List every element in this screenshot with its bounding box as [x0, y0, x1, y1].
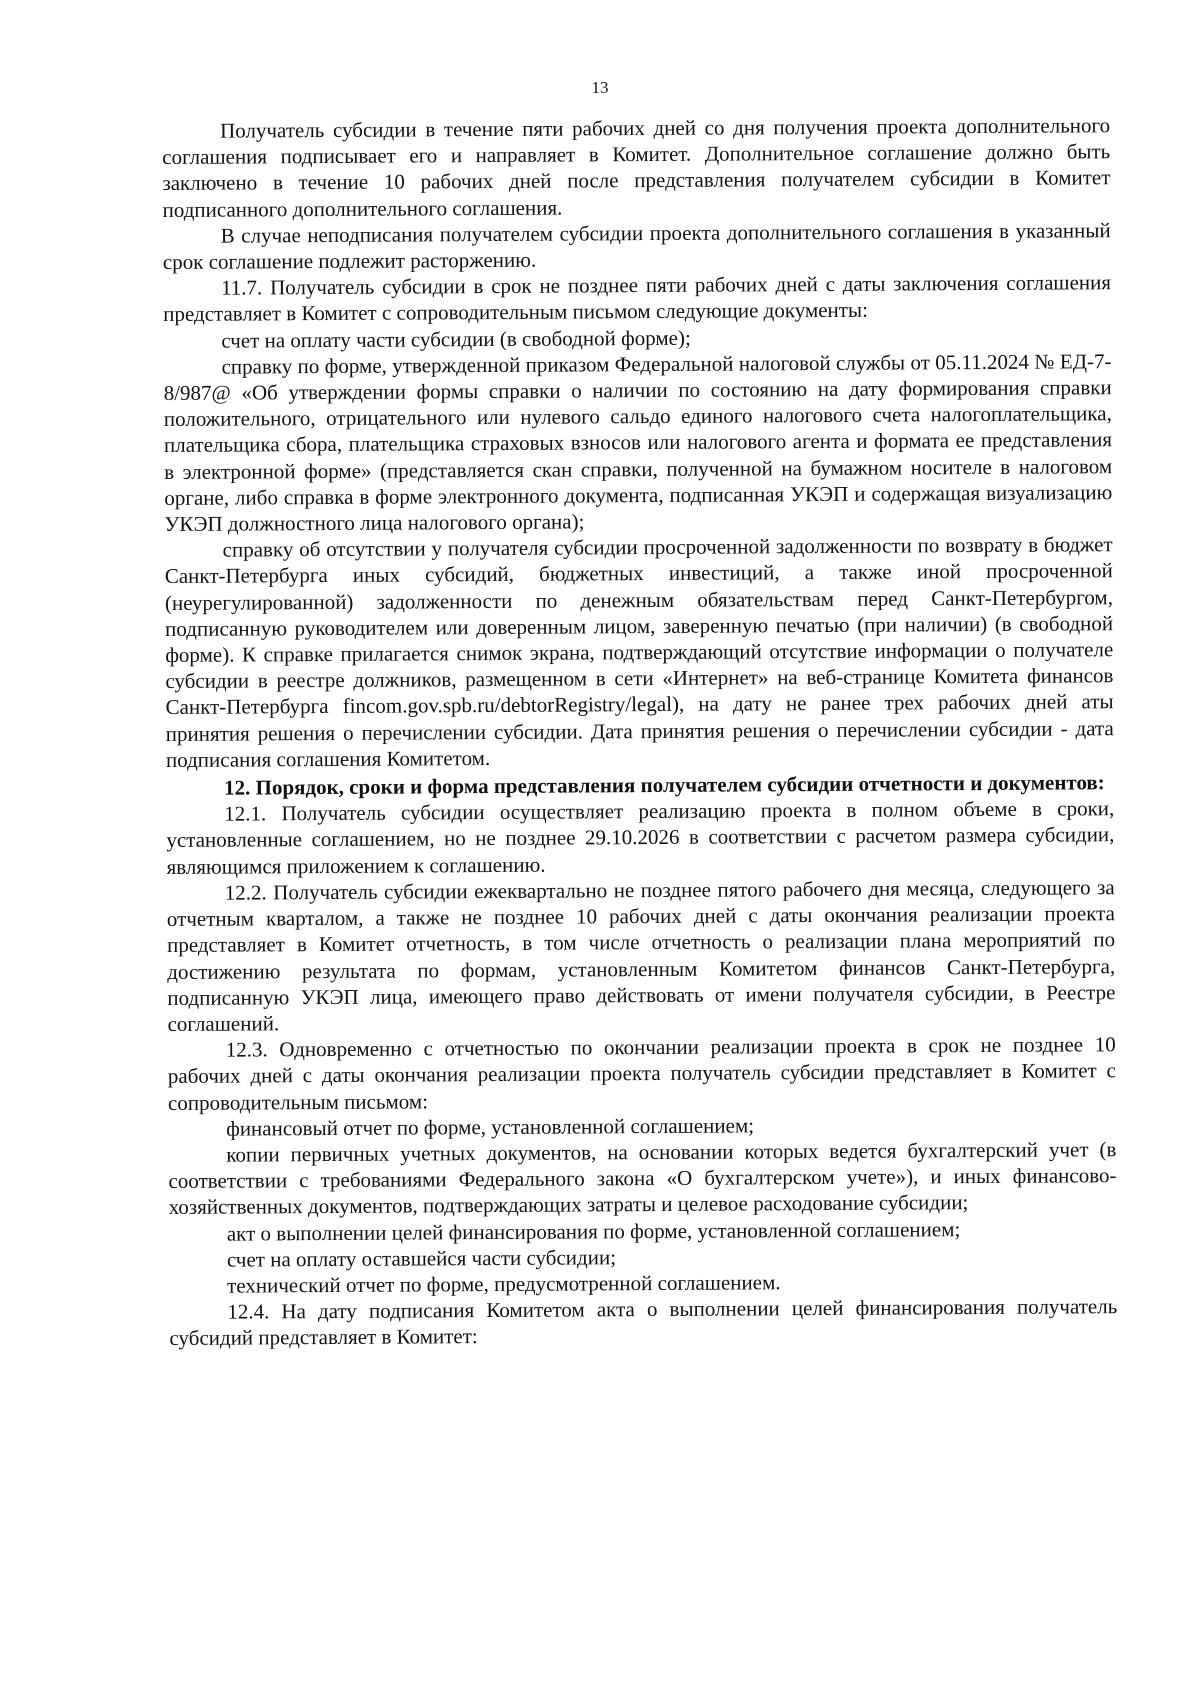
paragraph-12-1: 12.1. Получатель субсидии осуществляет реализацию проекта в полном объеме в сроки, установленные соглашением, но не позднее 29.10.2026 в соответствии с расчетом размера субсидии, являющимся приложением к соглашению. — [166, 796, 1115, 879]
paragraph-12-4: 12.4. На дату подписания Комитетом акта о выполнении целей финансирования получатель субсидий представляет в Комитет: — [169, 1294, 1118, 1351]
list-item-completion-act: акт о выполнении целей финансирования по форме, установленной соглашением; — [226, 1216, 961, 1246]
paragraph-additional-agreement-signing: Получатель субсидии в течение пяти рабочих дней со дня получения проекта дополнительного соглашения подписывает его и направляет в Комитет. Дополнительное соглашение должно быть заключено в течение 10 рабочих дней после представления получателем субсидии в Комитет подписанного дополнительного соглашения. — [162, 113, 1111, 222]
paragraph-12-3: 12.3. Одновременно с отчетностью по окончании реализации проекта в срок не позднее 10 рабочих дней с даты окончания реализации проекта получатель субсидии представляет в Комитет с сопроводительным письмом: — [167, 1032, 1116, 1115]
paragraph-11-7: 11.7. Получатель субсидии в срок не позднее пяти рабочих дней с даты заключения соглашения представляет в Комитет с сопроводительным письмом следующие документы: — [163, 270, 1112, 327]
list-item-technical-report: технический отчет по форме, предусмотренной соглашением. — [227, 1270, 781, 1298]
document-body — [162, 112, 1118, 1351]
page-number: 13 — [591, 78, 609, 97]
list-item-tax-certificate: справку по форме, утвержденной приказом Федеральной налоговой службы от 05.11.2024 № ЕД-7-8/987@ «Об утверждении формы справки о наличии по состоянию на дату формирования справки положительного, отрицательного или нулевого сальдо единого налогового счета налогоплательщика, плательщика сбора, плательщика страховых взносов или налогового агента и формата ее представления в электронной форме» (представляется скан справки, полученной на бумажном носителе в налоговом органе, либо справка в форме электронного документа, подписанная УКЭП и содержащая визуализацию УКЭП должностного лица налогового органа); — [163, 349, 1113, 537]
paragraph-agreement-termination: В случае неподписания получателем субсидии проекта дополнительного соглашения в указанный срок соглашение подлежит расторжению. — [162, 218, 1111, 275]
list-item-no-debt-certificate: справку об отсутствии у получателя субсидии просроченной задолженности по возврату в бюджет Санкт-Петербурга иных субсидий, бюджетных инвестиций, а также иной просроченной (неурегулированной) задолженности по денежным обязательствам перед Санкт-Петербургом, подписанную руководителем или доверенным лицом, заверенную печатью (при наличии) (в свободной форме). К справке прилагается снимок экрана, подтверждающий отсутствие информации о получателе субсидии в реестре должников, размещенном в сети «Интернет» на веб-странице Комитета финансов Санкт-Петербурга fincom.gov.spb.ru/debtorRegistry/legal), на дату не ранее трех рабочих дней аты принятия решения о перечислении субсидии. Дата принятия решения о перечислении субсидии - дата подписания соглашения Комитетом. — [164, 532, 1114, 772]
list-item-accounting-documents: копии первичных учетных документов, на основании которых ведется бухгалтерский учет (в соответствии с требованиями Федерального закона «О бухгалтерском учете»), и иных финансово-хозяйственных документов, подтверждающих затраты и целевое расходование субсидии; — [168, 1137, 1117, 1220]
list-item-invoice-partial-subsidy: счет на оплату части субсидии (в свободной форме); — [221, 325, 691, 353]
section-heading-12: 12. Порядок, сроки и форма представления получателем субсидии отчетности и документов: — [224, 770, 1105, 800]
list-item-financial-report: финансовый отчет по форме, установленной соглашением; — [226, 1113, 755, 1141]
paragraph-12-2: 12.2. Получатель субсидии ежеквартально не позднее пятого рабочего дня месяца, следующего за отчетным кварталом, а также не позднее 10 рабочих дней с даты окончания реализации проекта представляет в Комитет отчетность, в том числе отчетность о реализации плана мероприятий по достижению результата по формам, установленным Комитетом финансов Санкт-Петербурга, подписанную УКЭП лица, имеющего право действовать от имени получателя субсидии, в Реестре соглашений. — [166, 875, 1116, 1036]
list-item-invoice-remaining-subsidy: счет на оплату оставшейся части субсидии; — [226, 1244, 617, 1272]
